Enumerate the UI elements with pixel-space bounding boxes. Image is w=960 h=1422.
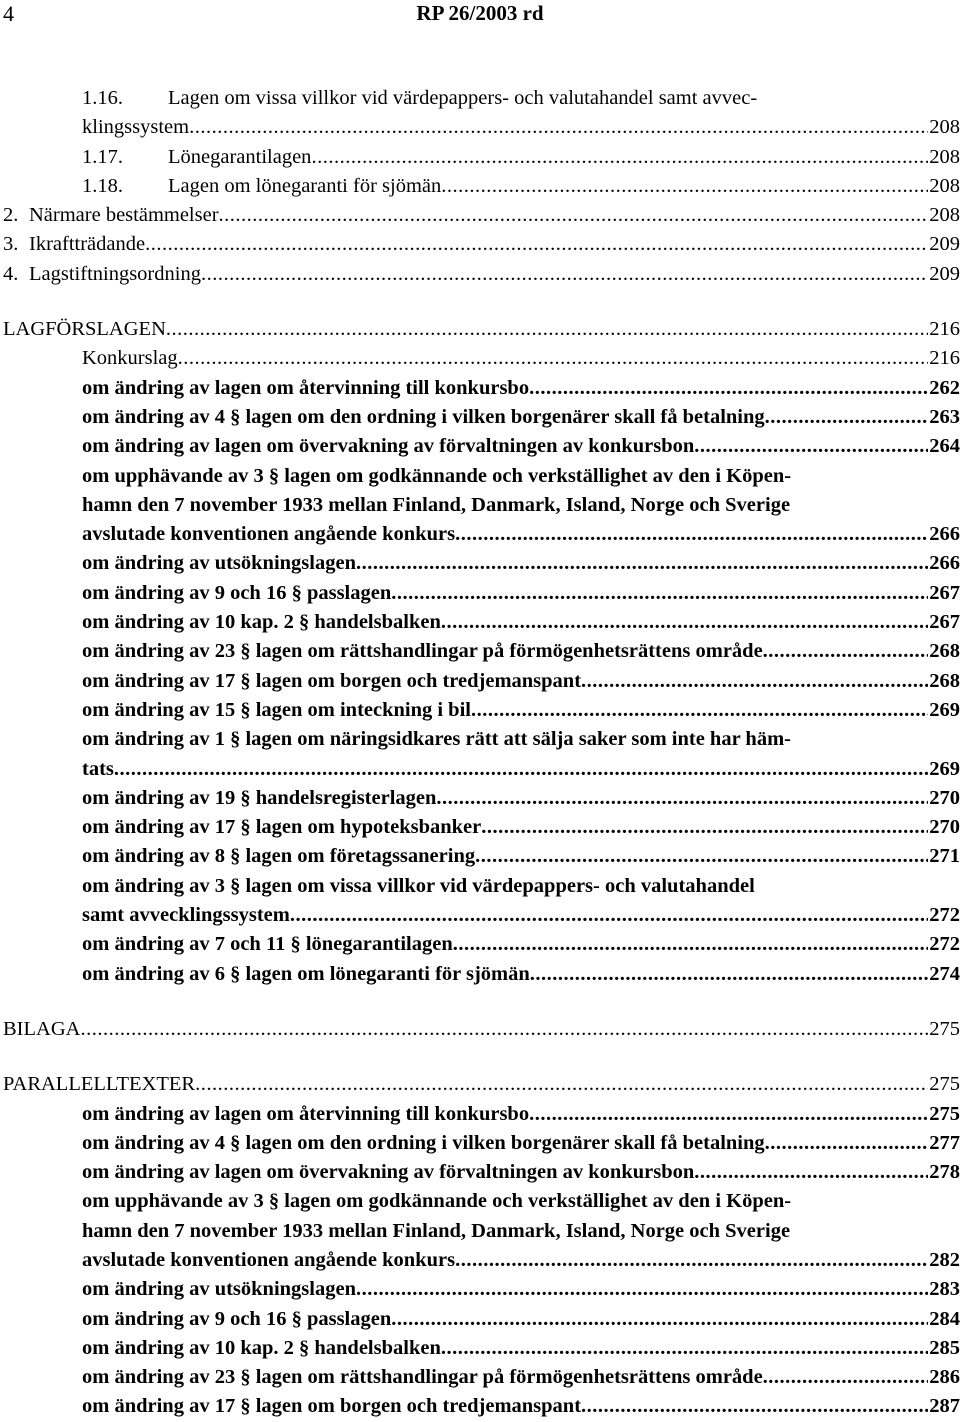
toc-entry-title: om ändring av 17 § lagen om hypoteksbanker — [82, 816, 482, 839]
toc-entry-page: 284 — [929, 1307, 960, 1330]
toc-entry-title: PARALLELLTEXTER — [3, 1073, 196, 1096]
toc-entry[interactable] — [0, 344, 960, 373]
toc-entry-page: 282 — [929, 1248, 960, 1271]
dot-leader — [201, 260, 928, 289]
toc-entry-page: 208 — [929, 174, 960, 197]
dot-leader — [529, 374, 928, 403]
dot-leader — [166, 315, 928, 344]
dot-leader — [453, 930, 929, 959]
toc-entry[interactable] — [0, 491, 960, 520]
dot-leader — [441, 608, 928, 637]
toc-entry-page: 269 — [929, 757, 960, 780]
toc-entry-title: om ändring av lagen om återvinning till konkursbo — [82, 376, 530, 399]
toc-entry-page: 269 — [929, 698, 960, 721]
toc-entry[interactable] — [0, 1305, 960, 1334]
dot-leader — [581, 667, 928, 696]
dot-leader — [471, 696, 928, 725]
toc-entry[interactable] — [0, 608, 960, 637]
dot-leader — [189, 113, 928, 142]
toc-entry-number: 2. — [3, 204, 19, 227]
toc-entry[interactable] — [0, 1246, 960, 1275]
dot-leader — [219, 201, 929, 230]
toc-entry-title: om ändring av 1 § lagen om näringsidkares rätt att sälja saker som inte har häm- — [82, 728, 791, 751]
dot-leader — [311, 143, 928, 172]
toc-entry-title: om ändring av 9 och 16 § passlagen — [82, 1307, 392, 1330]
toc-entry[interactable] — [0, 172, 960, 201]
toc-entry[interactable] — [0, 230, 960, 259]
toc-entry-page: 268 — [929, 669, 960, 692]
dot-leader — [763, 1363, 929, 1392]
toc-entry[interactable] — [0, 1334, 960, 1363]
dot-leader — [145, 230, 928, 259]
toc-entry[interactable] — [0, 201, 960, 230]
toc-entry-title: klingssystem — [82, 116, 190, 139]
dot-leader — [391, 579, 928, 608]
toc-entry[interactable] — [0, 1392, 960, 1421]
toc-entry-page: 271 — [929, 845, 960, 868]
toc-entry-page: 216 — [929, 318, 960, 341]
toc-entry[interactable] — [0, 667, 960, 696]
toc-entry-title: om ändring av lagen om återvinning till konkursbo — [82, 1102, 530, 1125]
dot-leader — [530, 960, 928, 989]
toc-entry[interactable] — [0, 637, 960, 666]
toc-entry[interactable] — [0, 1363, 960, 1392]
toc-entry-page: 208 — [929, 116, 960, 139]
toc-entry-title: om ändring av 8 § lagen om företagssanering — [82, 845, 476, 868]
toc-entry-page: 208 — [929, 204, 960, 227]
toc-entry-page: 285 — [929, 1336, 960, 1359]
toc-entry-number: 1.17. — [82, 145, 123, 168]
toc-entry-page: 263 — [929, 405, 960, 428]
toc-entry-title: om ändring av 4 § lagen om den ordning i vilken borgenärer skall få betalning — [82, 405, 765, 428]
toc-entry-title: LAGFÖRSLAGEN — [3, 318, 166, 341]
page-header — [0, 0, 960, 30]
toc-entry-page: 262 — [929, 376, 960, 399]
toc-entry-page: 266 — [929, 552, 960, 575]
toc-entry[interactable] — [0, 462, 960, 491]
toc-entry-page: 267 — [929, 581, 960, 604]
dot-leader — [481, 813, 928, 842]
toc-entry[interactable] — [0, 930, 960, 959]
toc-entry-title: avslutade konventionen angående konkurs — [82, 523, 456, 546]
toc-entry-title: BILAGA — [3, 1017, 81, 1040]
toc-entry[interactable] — [0, 84, 960, 113]
toc-entry-page: 209 — [929, 233, 960, 256]
toc-entry-page: 286 — [929, 1366, 960, 1389]
dot-leader — [356, 549, 928, 578]
toc-entry-title: Lönegarantilagen — [168, 145, 312, 168]
toc-entry-page: 266 — [929, 523, 960, 546]
toc-entry[interactable] — [0, 960, 960, 989]
toc-entry-title: samt avvecklingssystem — [82, 904, 290, 927]
toc-entry-page: 216 — [929, 347, 960, 370]
dot-leader — [441, 1334, 928, 1363]
toc-entry-title: hamn den 7 november 1933 mellan Finland, Danmark, Island, Norge och Sverige — [82, 493, 791, 516]
toc-entry-title: om ändring av 17 § lagen om borgen och tredjemanspant — [82, 1395, 582, 1418]
toc-entry[interactable] — [0, 1217, 960, 1246]
toc-entry-title: om ändring av 19 § handelsregisterlagen — [82, 786, 437, 809]
toc-entry-title: Närmare bestämmelser — [29, 204, 219, 227]
toc-entry-title: tats — [82, 757, 114, 780]
toc-entry-title: avslutade konventionen angående konkurs — [82, 1248, 456, 1271]
toc-entry-page: 275 — [929, 1017, 960, 1040]
toc-entry-title: om ändring av 23 § lagen om rättshandlingar på förmögenhetsrättens område — [82, 1366, 763, 1389]
toc-entry-page: 208 — [929, 145, 960, 168]
toc-entry-title: om ändring av 10 kap. 2 § handelsbalken — [82, 1336, 441, 1359]
toc-entry-number: 3. — [3, 233, 19, 256]
toc-entry[interactable] — [0, 1070, 960, 1099]
toc-entry[interactable] — [0, 520, 960, 549]
toc-entry[interactable] — [0, 1275, 960, 1304]
toc-entry-title: om ändring av lagen om övervakning av förvaltningen av konkursbon — [82, 435, 695, 458]
toc-entry-page: 272 — [929, 904, 960, 927]
toc-entry-page: 287 — [929, 1395, 960, 1418]
dot-leader — [436, 784, 928, 813]
toc-entry[interactable] — [0, 1100, 960, 1129]
toc-entry-page: 275 — [929, 1073, 960, 1096]
toc-entry-title: om ändring av 9 och 16 § passlagen — [82, 581, 392, 604]
dot-leader — [475, 842, 928, 871]
toc-entry[interactable] — [0, 725, 960, 754]
toc-entry[interactable] — [0, 1129, 960, 1158]
toc-entry-title: Lagen om vissa villkor vid värdepappers- och valutahandel samt avvec- — [168, 87, 758, 109]
toc-entry[interactable] — [0, 260, 960, 289]
toc-entry[interactable] — [0, 1158, 960, 1187]
toc-entry-title: om ändring av 3 § lagen om vissa villkor vid värdepappers- och valutahandel — [82, 874, 755, 897]
toc-entry-title: om ändring av 10 kap. 2 § handelsbalken — [82, 611, 441, 634]
toc-entry[interactable] — [0, 143, 960, 172]
toc-entry-page: 274 — [929, 962, 960, 985]
toc-entry-title: Ikraftträdande — [29, 233, 146, 256]
toc-entry[interactable] — [0, 549, 960, 578]
page-number: 4 — [3, 1, 14, 26]
toc-entry-title: om ändring av 23 § lagen om rättshandlingar på förmögenhetsrättens område — [82, 640, 763, 663]
toc-entry[interactable] — [0, 872, 960, 901]
toc-entry-page: 278 — [929, 1161, 960, 1184]
dot-leader — [441, 172, 928, 201]
toc-entry-title: om ändring av utsökningslagen — [82, 552, 356, 575]
toc-entry[interactable] — [0, 901, 960, 930]
toc-entry-title: om ändring av utsökningslagen — [82, 1278, 356, 1301]
dot-leader — [195, 1070, 928, 1099]
dot-leader — [455, 520, 928, 549]
dot-leader — [763, 637, 929, 666]
toc-entry[interactable] — [0, 696, 960, 725]
table-of-contents — [0, 84, 960, 1422]
toc-entry[interactable] — [0, 315, 960, 344]
toc-entry-title: Konkurslag — [82, 347, 178, 370]
toc-entry[interactable] — [0, 403, 960, 432]
toc-entry-number: 1.16. — [82, 87, 123, 109]
toc-entry-page: 267 — [929, 611, 960, 634]
toc-entry[interactable] — [0, 842, 960, 871]
dot-leader — [114, 755, 928, 784]
toc-entry[interactable] — [0, 113, 960, 142]
dot-leader — [765, 1129, 929, 1158]
dot-leader — [529, 1100, 928, 1129]
toc-entry-title: om ändring av 15 § lagen om inteckning i bil — [82, 698, 471, 721]
toc-entry-number: 4. — [3, 262, 19, 285]
dot-leader — [581, 1392, 928, 1421]
toc-entry-title: Lagen om lönegaranti för sjömän — [168, 174, 442, 197]
toc-entry[interactable] — [0, 579, 960, 608]
toc-entry-page: 209 — [929, 262, 960, 285]
toc-entry-page: 272 — [929, 933, 960, 956]
dot-leader — [455, 1246, 928, 1275]
toc-entry-title: om upphävande av 3 § lagen om godkännande och verkställighet av den i Köpen- — [82, 464, 792, 487]
toc-entry-page: 270 — [929, 786, 960, 809]
toc-entry-title: om upphävande av 3 § lagen om godkännande och verkställighet av den i Köpen- — [82, 1190, 792, 1213]
toc-entry-page: 268 — [929, 640, 960, 663]
toc-entry-title: om ändring av 17 § lagen om borgen och tredjemanspant — [82, 669, 582, 692]
toc-entry-title: om ändring av 4 § lagen om den ordning i vilken borgenärer skall få betalning — [82, 1131, 765, 1154]
toc-entry[interactable] — [0, 374, 960, 403]
toc-entry[interactable] — [0, 1187, 960, 1216]
toc-entry[interactable] — [0, 432, 960, 461]
toc-entry-page: 275 — [929, 1102, 960, 1125]
toc-entry-title: om ändring av lagen om övervakning av förvaltningen av konkursbon — [82, 1161, 695, 1184]
toc-entry[interactable] — [0, 784, 960, 813]
toc-entry-page: 264 — [929, 435, 960, 458]
dot-leader — [178, 344, 929, 373]
dot-leader — [80, 1015, 928, 1044]
toc-entry[interactable] — [0, 1015, 960, 1044]
toc-entry[interactable] — [0, 813, 960, 842]
dot-leader — [290, 901, 928, 930]
toc-entry-title: hamn den 7 november 1933 mellan Finland, Danmark, Island, Norge och Sverige — [82, 1219, 791, 1242]
dot-leader — [694, 432, 928, 461]
toc-entry-number: 1.18. — [82, 174, 123, 197]
dot-leader — [391, 1305, 928, 1334]
dot-leader — [765, 403, 929, 432]
dot-leader — [356, 1275, 928, 1304]
toc-entry[interactable] — [0, 755, 960, 784]
toc-entry-title: om ändring av 7 och 11 § lönegarantilagen — [82, 933, 453, 956]
toc-entry-page: 270 — [929, 816, 960, 839]
dot-leader — [694, 1158, 928, 1187]
toc-entry-title: Lagstiftningsordning — [29, 262, 201, 285]
toc-entry-title: om ändring av 6 § lagen om lönegaranti för sjömän — [82, 962, 530, 985]
toc-entry-page: 283 — [929, 1278, 960, 1301]
document-title: RP 26/2003 rd — [416, 1, 544, 25]
toc-entry-page: 277 — [929, 1131, 960, 1154]
